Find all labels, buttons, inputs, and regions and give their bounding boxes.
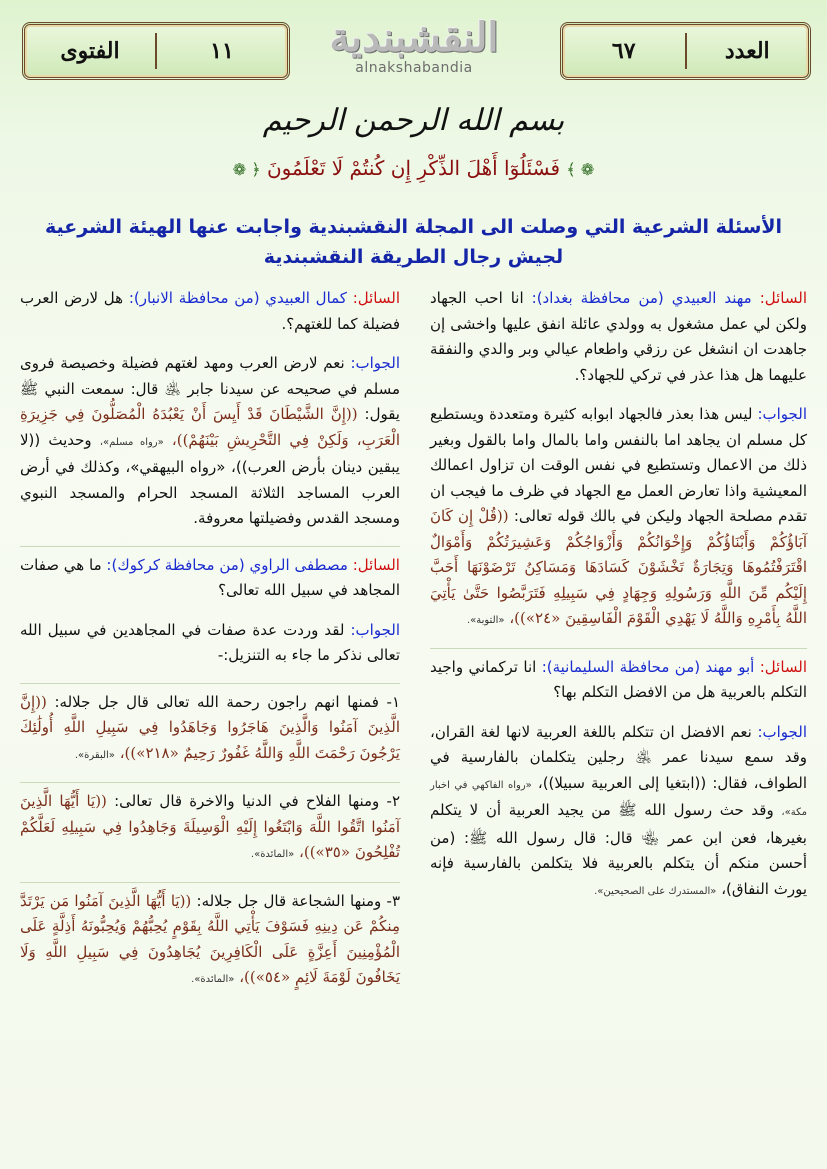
quran-quote: ((يَا أَيُّهَا الَّذِينَ آمَنُوا اتَّقُوا اللَّهَ وَابْتَغُوا إِلَيْهِ الْوَسِيلَةَ وَجَاهِدُوا فِي سَبِيلِهِ لَعَلَّكُمْ تُفْلِحُونَ «٣٥»))، <box>20 792 400 861</box>
title-line-1: الأسئلة الشرعية التي وصلت الى المجلة النقشبندية واجابت عنها الهيئة الشرعية <box>44 216 783 238</box>
list-item <box>20 782 400 868</box>
answer-block <box>20 618 400 669</box>
answer-text-continued: وقد حث رسول الله ﷺ من يجيد العربية أن لا يتكلم بغيرها، فعن ابن عمر ﵄ قال: قال رسول الله ﷺ: (من أحسن منكم أن يتكلم بالعربية فلا يتكلمن بالفارسية فإنه يورث النفاق)، <box>430 801 807 898</box>
issue-plaque <box>560 22 811 80</box>
quran-quote: ((يَا أَيُّهَا الَّذِينَ آمَنُوا مَن يَرْتَدَّ مِنكُمْ عَن دِينِهِ فَسَوْفَ يَأْتِي اللَّهُ بِقَوْمٍ يُحِبُّهُمْ وَيُحِبُّونَهُ أَذِلَّةٍ عَلَى الْمُؤْمِنِينَ أَعِزَّةٍ عَلَى الْكَافِرِينَ يُجَاهِدُونَ فِي سَبِيلِ اللَّهِ وَلَا يَخَافُونَ لَوْمَةَ لَائِمٍ «٥٤»))، <box>20 891 400 986</box>
answer-label: الجواب: <box>350 620 400 639</box>
questioner-label: السائل: <box>759 657 808 676</box>
source-reference: «رواه الفاكهي في اخبار مكة»، <box>430 779 807 818</box>
verse-text: فَسْئَلُوٓا أَهْلَ الذِّكْرِ إِن كُنتُمْ لَا تَعْلَمُونَ <box>266 156 561 180</box>
ornament-icon: ﴾ ❁ <box>566 160 595 179</box>
section-label: الفتوى <box>60 38 120 64</box>
answer-label: الجواب: <box>757 722 807 741</box>
list-item-intro: ١- فمنها انهم راجون رحمة الله تعالى قال جل جلاله: <box>54 692 400 711</box>
page-number: ١١ <box>210 38 234 64</box>
logo-latin: alnakshabandia <box>355 60 473 76</box>
issue-label: العدد <box>724 38 770 64</box>
title-line-2: لجيش رجال الطريقة النقشبندية <box>263 246 564 268</box>
questioner-name: مصطفى الراوي (من محافظة كركوك): <box>106 555 348 574</box>
question-block <box>430 648 807 706</box>
answer-text-continued: وحديث ((لا يبقين دينان بأرض العرب))، «رواه البيهقي»، وكذلك في أرض العرب المساجد الثلاثة المسجد الحرام والمسجد النبوي ومسجد القدس وفضيلتها معروفة. <box>20 430 400 527</box>
quran-verse-banner <box>230 150 597 186</box>
list-item-intro: ٢- ومنها الفلاح في الدنيا والاخرة قال تعالى: <box>106 792 400 810</box>
answer-text: نعم الافضل ان تتكلم باللغة العربية لانها لغة القران، وقد سمع سيدنا عمر ﵁ رجلين يتكلمان بالفارسية في الطواف، فقال: ((ابتغيا إلى العربية سبيلا))، <box>430 722 808 792</box>
source-reference: «المائدة». <box>191 974 235 985</box>
answer-block <box>20 351 400 532</box>
ornament-icon: ❁ ﴿ <box>232 160 261 179</box>
answer-text: لقد وردت عدة صفات في المجاهدين في سبيل الله تعالى نذكر ما جاء به التنزيل:- <box>20 620 400 664</box>
hadith-quote: ((إِنَّ الشَّيْطَانَ قَدْ أَيِسَ أَنْ يَعْبُدَهُ الْمُصَلُّونَ فِي جَزِيرَةِ الْعَرَبِ، وَلَكِنْ فِي التَّحْرِيشِ بَيْنَهُمْ))، <box>20 405 400 449</box>
basmala-calligraphy: بسم الله الرحمن الرحيم <box>262 103 565 138</box>
question-text: هل لارض العرب فضيلة كما للغتهم؟. <box>20 289 400 333</box>
answer-label: الجواب: <box>757 405 807 423</box>
magazine-logo <box>296 12 532 92</box>
question-block <box>20 546 400 604</box>
question-text: انا تركماني واجيد التكلم بالعربية هل من الافضل التكلم بها؟ <box>430 657 807 701</box>
list-item-intro: ٣- ومنها الشجاعة قال جل جلاله: <box>191 891 400 910</box>
answer-block <box>430 402 807 634</box>
answer-text: ليس هذا بعذر فالجهاد ابوابه كثيرة ومتعددة ويستطيع كل مسلم ان يجاهد اما بالنفس واما بالمال واما بالقول وبغير ذلك من الاعمال وتستطيع في نفس الوقت ان تزاول اعمالك المعيشية واذا تعارض العمل مع الجهاد في ظرف ما فيجب ان تقدم مصلحة الجهاد وليكن في بالك قوله تعالى: <box>430 405 807 525</box>
quran-quote: ((إِنَّ الَّذِينَ آمَنُوا وَالَّذِينَ هَاجَرُوا وَجَاهَدُوا فِي سَبِيلِ اللَّهِ أُولَٰئِكَ يَرْجُونَ رَحْمَتَ اللَّهِ وَاللَّهُ غَفُورٌ رَحِيمٌ «٢١٨»))، <box>20 692 400 762</box>
questioner-name: كمال العبيدي (من محافظة الانبار): <box>128 289 347 307</box>
source-reference: «رواه مسلم»، <box>99 436 164 448</box>
issue-number: ٦٧ <box>611 38 636 64</box>
list-item <box>20 882 400 993</box>
source-reference: «التوبة». <box>466 615 505 626</box>
page-title <box>40 212 787 272</box>
questioner-label: السائل: <box>352 555 400 574</box>
question-text: ما هي صفات المجاهد في سبيل الله تعالى؟ <box>20 555 400 599</box>
questioner-label: السائل: <box>759 289 807 307</box>
source-reference: «المستدرك على الصحيحين». <box>594 885 717 897</box>
source-reference: «المائدة». <box>250 849 295 860</box>
list-item <box>20 683 400 769</box>
right-column <box>430 286 807 918</box>
answer-text: نعم لارض العرب ومهد لغتهم فضيلة وخصيصة فروى مسلم في صحيحه عن سيدنا جابر ﵁ قال: سمعت النبي ﷺ يقول: <box>20 354 400 423</box>
page-header <box>0 0 827 96</box>
source-reference: «البقرة». <box>74 749 115 761</box>
section-plaque <box>22 22 290 80</box>
questioner-name: أبو مهند (من محافظة السليمانية): <box>541 657 755 676</box>
answer-block <box>430 720 807 905</box>
left-column <box>20 286 400 1007</box>
questioner-name: مهند العبيدي (من محافظة بغداد): <box>531 289 752 307</box>
question-text: انا احب الجهاد ولكن لي عمل مشغول به وولدي عائلة انفق عليها واخشى إن جاهدت ان انشغل عن رزقي واطعام عيالي وبر والدي والنفقة عليهما هل هذا عذر في تركي للجهاد؟. <box>430 289 807 384</box>
question-block <box>430 286 807 388</box>
answer-label: الجواب: <box>350 354 400 372</box>
question-block <box>20 286 400 337</box>
quran-quote: ((قُلْ إِن كَانَ آبَاؤُكُمْ وَأَبْنَاؤُكُمْ وَإِخْوَانُكُمْ وَأَزْوَاجُكُمْ وَعَشِيرَتُكُمْ وَأَمْوَالٌ اقْتَرَفْتُمُوهَا وَتِجَارَةٌ تَخْشَوْنَ كَسَادَهَا وَمَسَاكِنُ تَرْضَوْنَهَا أَحَبَّ إِلَيْكُم مِّنَ اللَّهِ وَرَسُولِهِ وَجِهَادٍ فِي سَبِيلِهِ فَتَرَبَّصُوا حَتَّىٰ يَأْتِيَ اللَّهُ بِأَمْرِهِ وَاللَّهُ لَا يَهْدِي الْقَوْمَ الْفَاسِقِينَ «٢٤»))، <box>430 507 807 627</box>
questioner-label: السائل: <box>352 289 400 307</box>
logo-arabic: النقشبندية <box>329 14 499 61</box>
